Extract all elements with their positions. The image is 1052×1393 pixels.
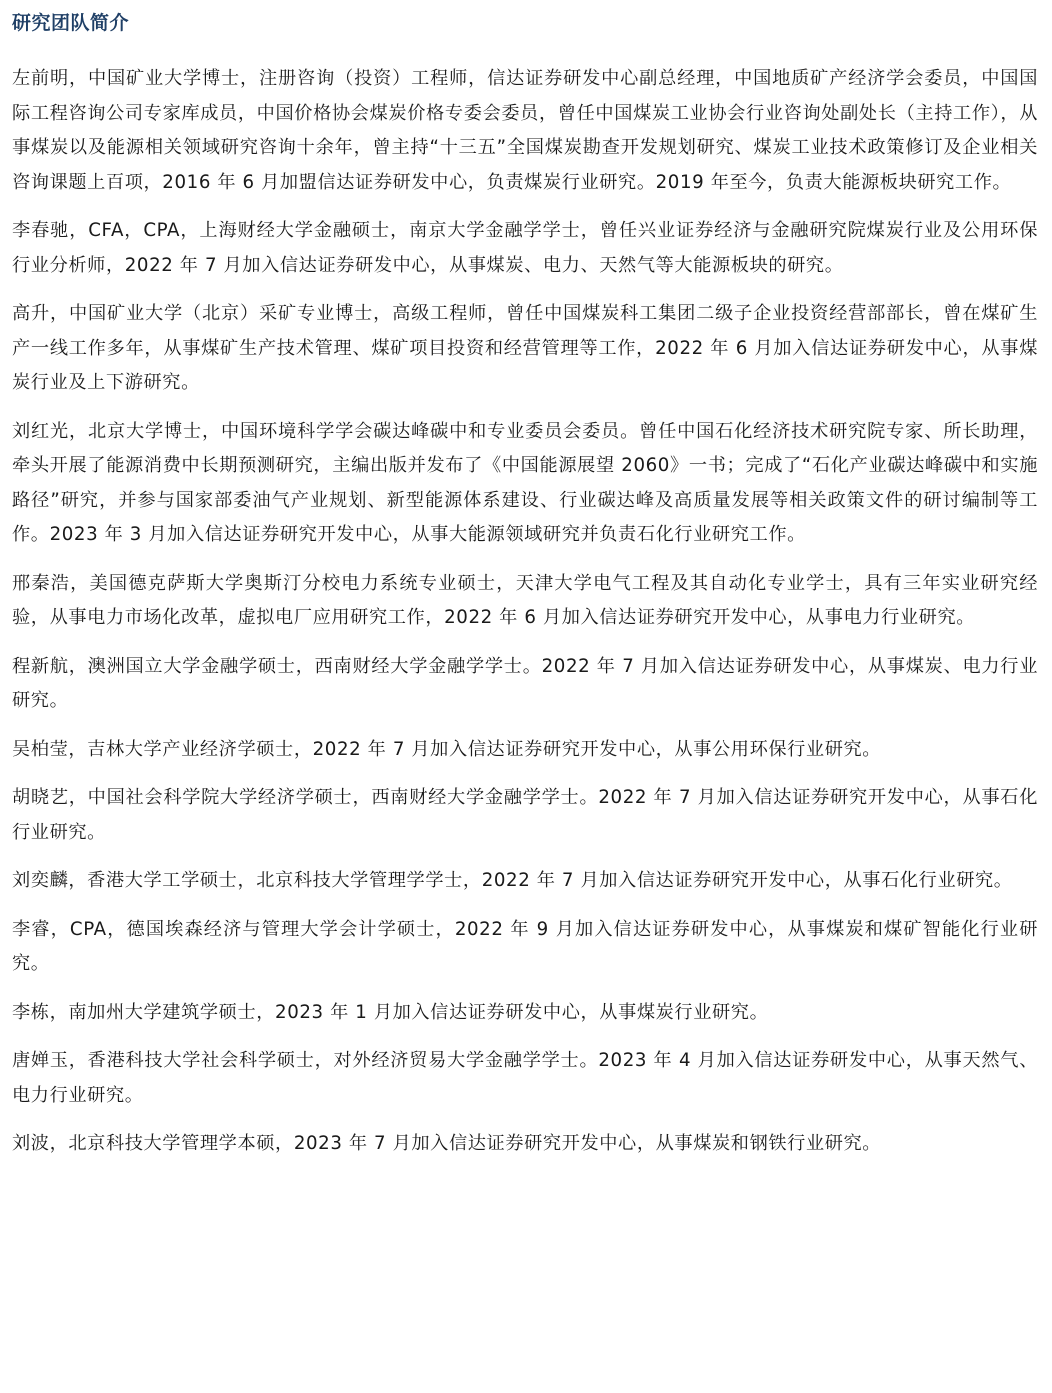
bio-paragraph: 李栋，南加州大学建筑学硕士，2023 年 1 月加入信达证券研发中心，从事煤炭行业研究。 [12,1001,769,1023]
team-bio-list [12,62,1038,1162]
bio-paragraph: 刘红光，北京大学博士，中国环境科学学会碳达峰碳中和专业委员会委员。曾任中国石化经济技术研究院专家、所长助理，牵头开展了能源消费中长期预测研究，主编出版并发布了《中国能源展望 2060》一书；完成了“石化产业碳达峰碳中和实施路径”研究，并参与国家部委油气产业规划、新型能源体系建设、行业碳达峰及高质量发展等相关政策文件的研讨编制等工作。2023 年 3 月加入信达证券研究开发中心，从事大能源领域研究并负责石化行业研究工作。 [12,420,1038,545]
bio-paragraph: 胡晓艺，中国社会科学院大学经济学硕士，西南财经大学金融学学士。2022 年 7 月加入信达证券研究开发中心，从事石化行业研究。 [12,787,1038,843]
section-title: 研究团队简介 [12,12,130,34]
report-page [12,0,1038,1176]
bio-paragraph: 左前明，中国矿业大学博士，注册咨询（投资）工程师，信达证券研发中心副总经理，中国地质矿产经济学会委员，中国国际工程咨询公司专家库成员，中国价格协会煤炭价格专委会委员，曾任中国煤炭工业协会行业咨询处副处长（主持工作），从事煤炭以及能源相关领域研究咨询十余年，曾主持“十三五”全国煤炭勘查开发规划研究、煤炭工业技术政策修订及企业相关咨询课题上百项，2016 年 6 月加盟信达证券研发中心，负责煤炭行业研究。2019 年至今，负责大能源板块研究工作。 [12,68,1038,193]
bio-paragraph: 吴柏莹，吉林大学产业经济学硕士，2022 年 7 月加入信达证券研究开发中心，从事公用环保行业研究。 [12,738,882,760]
bio-paragraph: 刘波，北京科技大学管理学本硕，2023 年 7 月加入信达证券研究开发中心，从事煤炭和钢铁行业研究。 [12,1133,882,1154]
bio-paragraph: 李睿，CPA，德国埃森经济与管理大学会计学硕士，2022 年 9 月加入信达证券研发中心，从事煤炭和煤矿智能化行业研究。 [12,918,1038,974]
bio-paragraph: 高升，中国矿业大学（北京）采矿专业博士，高级工程师，曾任中国煤炭科工集团二级子企业投资经营部部长，曾在煤矿生产一线工作多年，从事煤矿生产技术管理、煤矿项目投资和经营管理等工作，2022 年 6 月加入信达证券研发中心，从事煤炭行业及上下游研究。 [12,303,1038,393]
bio-paragraph: 程新航，澳洲国立大学金融学硕士，西南财经大学金融学学士。2022 年 7 月加入信达证券研发中心，从事煤炭、电力行业研究。 [12,655,1038,711]
bio-paragraph: 刘奕麟，香港大学工学硕士，北京科技大学管理学学士，2022 年 7 月加入信达证券研究开发中心，从事石化行业研究。 [12,870,1013,891]
bio-paragraph: 邢秦浩，美国德克萨斯大学奥斯汀分校电力系统专业硕士，天津大学电气工程及其自动化专业学士，具有三年实业研究经验，从事电力市场化改革，虚拟电厂应用研究工作，2022 年 6 月加入信达证券研究开发中心，从事电力行业研究。 [12,572,1038,628]
bio-paragraph: 唐婵玉，香港科技大学社会科学硕士，对外经济贸易大学金融学学士。2023 年 4 月加入信达证券研发中心，从事天然气、电力行业研究。 [12,1050,1038,1106]
bio-paragraph: 李春驰，CFA，CPA，上海财经大学金融硕士，南京大学金融学学士，曾任兴业证券经济与金融研究院煤炭行业及公用环保行业分析师，2022 年 7 月加入信达证券研发中心，从事煤炭、电力、天然气等大能源板块的研究。 [12,220,1038,276]
